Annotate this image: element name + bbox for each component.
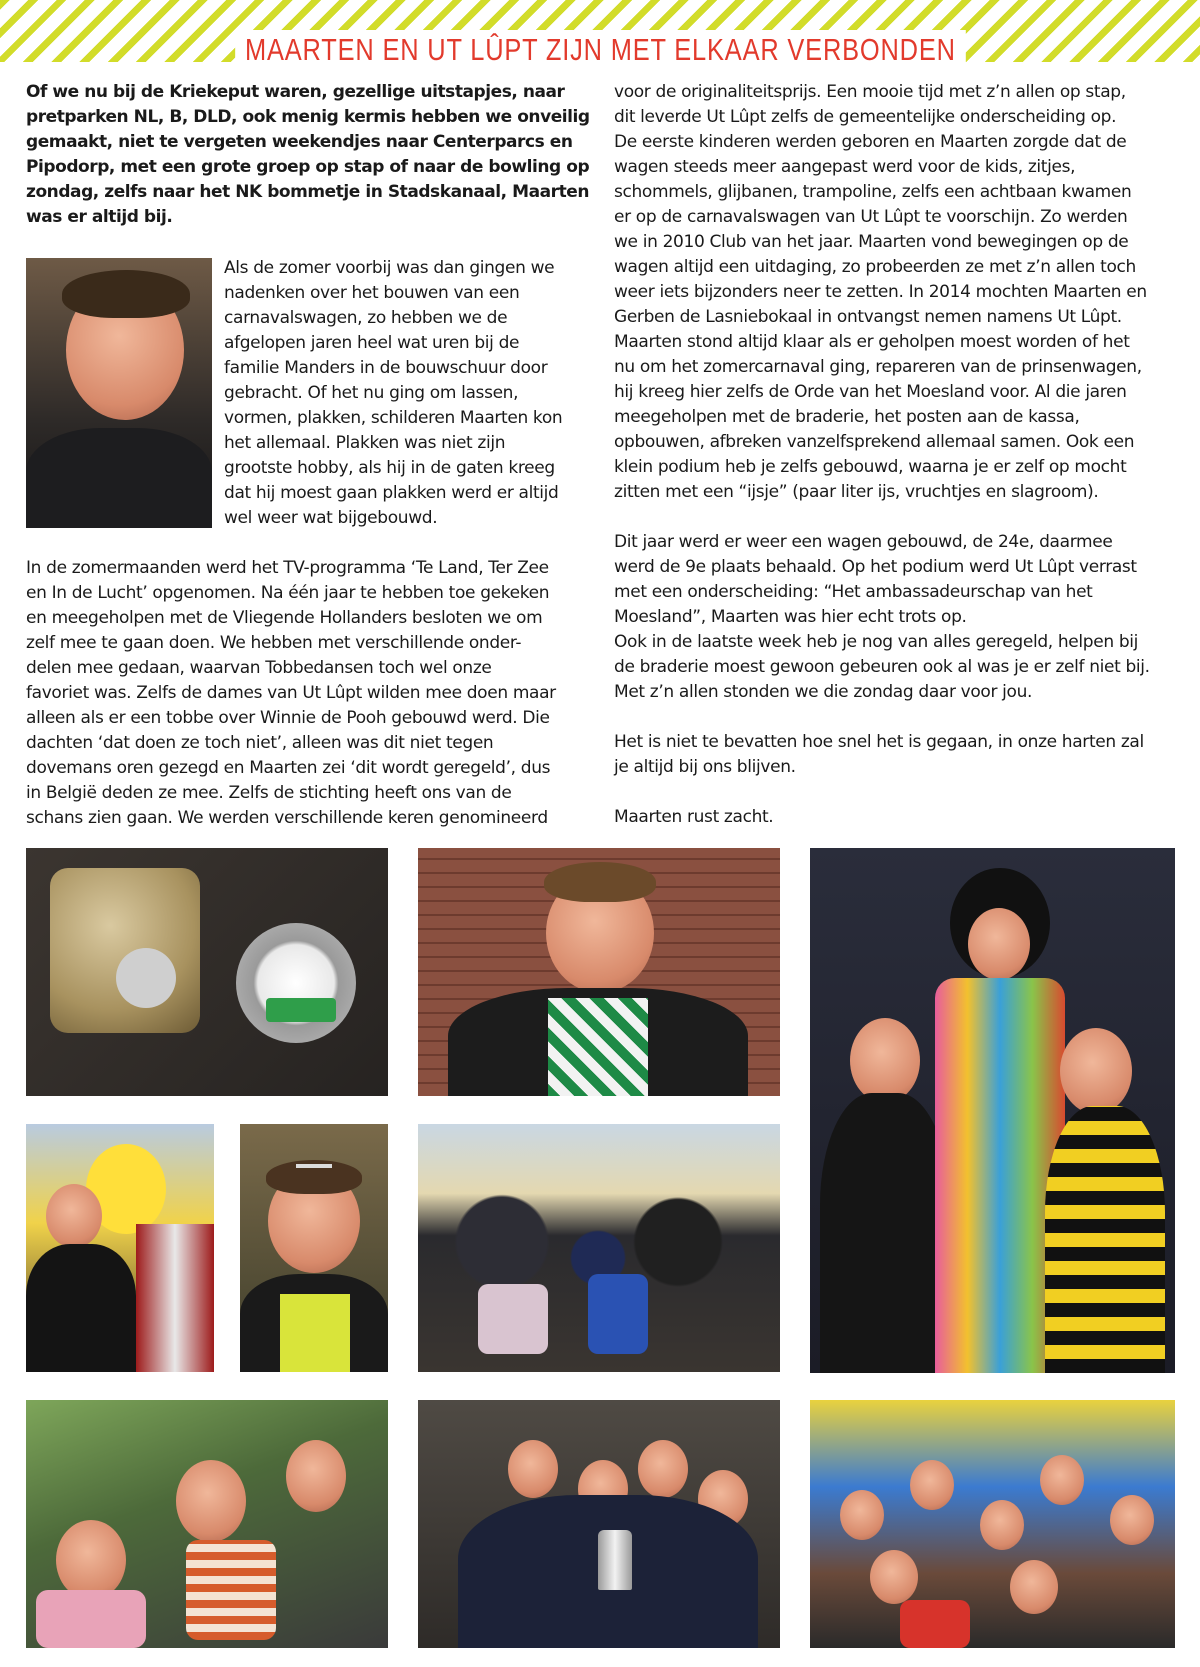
text-line: pretparken NL, B, DLD, ook menig kermis hebben we onveilig <box>26 107 590 127</box>
text-line: Moesland”, Maarten was hier echt trots op. <box>614 607 967 627</box>
right-paragraph-3 <box>614 730 1144 780</box>
text-line: Het is niet te bevatten hoe snel het is gegaan, in onze harten zal <box>614 732 1144 752</box>
text-line: wagen altijd een uitdaging, zo probeerden ze met z’n allen toch <box>614 257 1136 277</box>
text-line: schans zien gaan. We werden verschillende keren genomineerd <box>26 808 548 828</box>
text-line: dat hij moest gaan plakken werd er altijd <box>224 483 559 503</box>
text-line: het allemaal. Plakken was niet zijn <box>224 433 506 453</box>
text-line: familie Manders in de bouwschuur door <box>224 358 548 378</box>
intro-paragraph <box>26 80 590 230</box>
bouwen-paragraph <box>224 256 562 531</box>
text-line: zitten met een “ijsje” (paar liter ijs, vruchtjes en slagroom). <box>614 482 1099 502</box>
text-line: Met z’n allen stonden we die zondag daar voor jou. <box>614 682 1033 702</box>
text-line: klein podium heb je zelfs gebouwd, waarna je er zelf op mocht <box>614 457 1127 477</box>
text-line: Of we nu bij de Kriekeput waren, gezellige uitstapjes, naar <box>26 82 565 102</box>
text-line: je altijd bij ons blijven. <box>614 757 796 777</box>
text-line: dit leverde Ut Lûpt zelfs de gemeentelijke onderscheiding op. <box>614 107 1117 127</box>
text-line: meegeholpen met de braderie, het posten aan de kassa, <box>614 407 1080 427</box>
text-line: Maarten stond altijd klaar als er geholpen moest worden of het <box>614 332 1130 352</box>
text-line: dovemans oren gezegd en Maarten zei ‘dit wordt geregeld’, dus <box>26 758 551 778</box>
right-paragraph-2 <box>614 530 1150 705</box>
text-line: Als de zomer voorbij was dan gingen we <box>224 258 555 278</box>
text-line: wagen steeds meer aangepast werd voor de kids, zitjes, <box>614 157 1076 177</box>
right-paragraph-1 <box>614 80 1147 505</box>
text-line: afgelopen jaren heel wat uren bij de <box>224 333 520 353</box>
text-line: zondag, zelfs naar het NK bommetje in Stadskanaal, Maarten <box>26 182 590 202</box>
text-line: opbouwen, afbreken vanzelfsprekend allemaal samen. Ook een <box>614 432 1135 452</box>
text-line: werd de 9e plaats behaald. Op het podium werd Ut Lûpt verrast <box>614 557 1137 577</box>
carnival-float-photo <box>26 1124 214 1372</box>
text-line: wel weer wat bijgebouwd. <box>224 508 438 528</box>
text-line: Maarten rust zacht. <box>614 807 774 827</box>
text-line: gemaakt, niet te vergeten weekendjes naar Centerparcs en <box>26 132 573 152</box>
text-line: voor de originaliteitsprijs. Een mooie tijd met z’n allen op stap, <box>614 82 1126 102</box>
text-line: alleen als er een tobbe over Winnie de Pooh gebouwd werd. Die <box>26 708 550 728</box>
party-room-group-photo <box>810 1400 1175 1648</box>
winter-group-photo <box>418 1124 780 1372</box>
text-line: gebracht. Of het nu ging om lassen, <box>224 383 519 403</box>
text-line: De eerste kinderen werden geboren en Maarten zorgde dat de <box>614 132 1127 152</box>
portrait-photo <box>26 258 212 528</box>
text-line: delen mee gedaan, waarvan Tobbedansen toch wel onze <box>26 658 492 678</box>
smiling-man-scarf-photo <box>418 848 780 1096</box>
hippie-costume-group-photo <box>810 848 1175 1373</box>
text-line: nu om het zomercarnaval ging, repareren van de prinsenwagen, <box>614 357 1142 377</box>
text-line: weer iets bijzonders neer te zetten. In 2014 mochten Maarten en <box>614 282 1147 302</box>
text-line: grootste hobby, als hij in de gaten kreeg <box>224 458 555 478</box>
text-line: Dit jaar werd er weer een wagen gebouwd, de 24e, daarmee <box>614 532 1113 552</box>
crown-costume-photo <box>240 1124 388 1372</box>
trophy-group-photo <box>418 1400 780 1648</box>
text-line: was er altijd bij. <box>26 207 173 227</box>
text-line: dachten ‘dat doen ze toch niet’, alleen was dit niet tegen <box>26 733 494 753</box>
text-line: In de zomermaanden werd het TV-programma ‘Te Land, Ter Zee <box>26 558 549 578</box>
text-line: Gerben de Lasniebokaal in ontvangst nemen namens Ut Lûpt. <box>614 307 1122 327</box>
text-line: Pipodorp, met een grote groep op stap of naar de bowling op <box>26 157 590 177</box>
title-container <box>0 30 1200 70</box>
text-line: in België deden ze mee. Zelfs de stichting heeft ons van de <box>26 783 512 803</box>
kids-on-wagon-photo <box>26 1400 388 1648</box>
text-line: schommels, glijbanen, trampoline, zelfs een achtbaan kwamen <box>614 182 1132 202</box>
text-line: carnavalswagen, zo hebben we de <box>224 308 508 328</box>
text-line: er op de carnavalswagen van Ut Lûpt te voorschijn. Zo werden <box>614 207 1128 227</box>
text-line: zelf mee te gaan doen. We hebben met verschillende onder- <box>26 633 522 653</box>
text-line: Ook in de laatste week heb je nog van alles geregeld, helpen bij <box>614 632 1139 652</box>
text-line: vormen, plakken, schilderen Maarten kon <box>224 408 563 428</box>
medals-photo <box>26 848 388 1096</box>
text-line: nadenken over het bouwen van een <box>224 283 520 303</box>
tv-programma-paragraph <box>26 556 556 831</box>
right-paragraph-4 <box>614 805 773 830</box>
text-line: met een onderscheiding: “Het ambassadeurschap van het <box>614 582 1093 602</box>
text-line: we in 2010 Club van het jaar. Maarten vond bewegingen op de <box>614 232 1129 252</box>
page-title: MAARTEN EN UT LÛPT ZIJN MET ELKAAR VERBONDEN <box>235 30 965 70</box>
text-line: de braderie moest gewoon gebeuren ook al was je er zelf niet bij. <box>614 657 1150 677</box>
text-line: en meegeholpen met de Vliegende Hollanders besloten we om <box>26 608 543 628</box>
text-line: hij kreeg hier zelfs de Orde van het Moesland voor. Al die jaren <box>614 382 1127 402</box>
text-line: favoriet was. Zelfs de dames van Ut Lûpt wilden mee doen maar <box>26 683 556 703</box>
text-line: en In de Lucht’ opgenomen. Na één jaar te hebben toe gekeken <box>26 583 550 603</box>
